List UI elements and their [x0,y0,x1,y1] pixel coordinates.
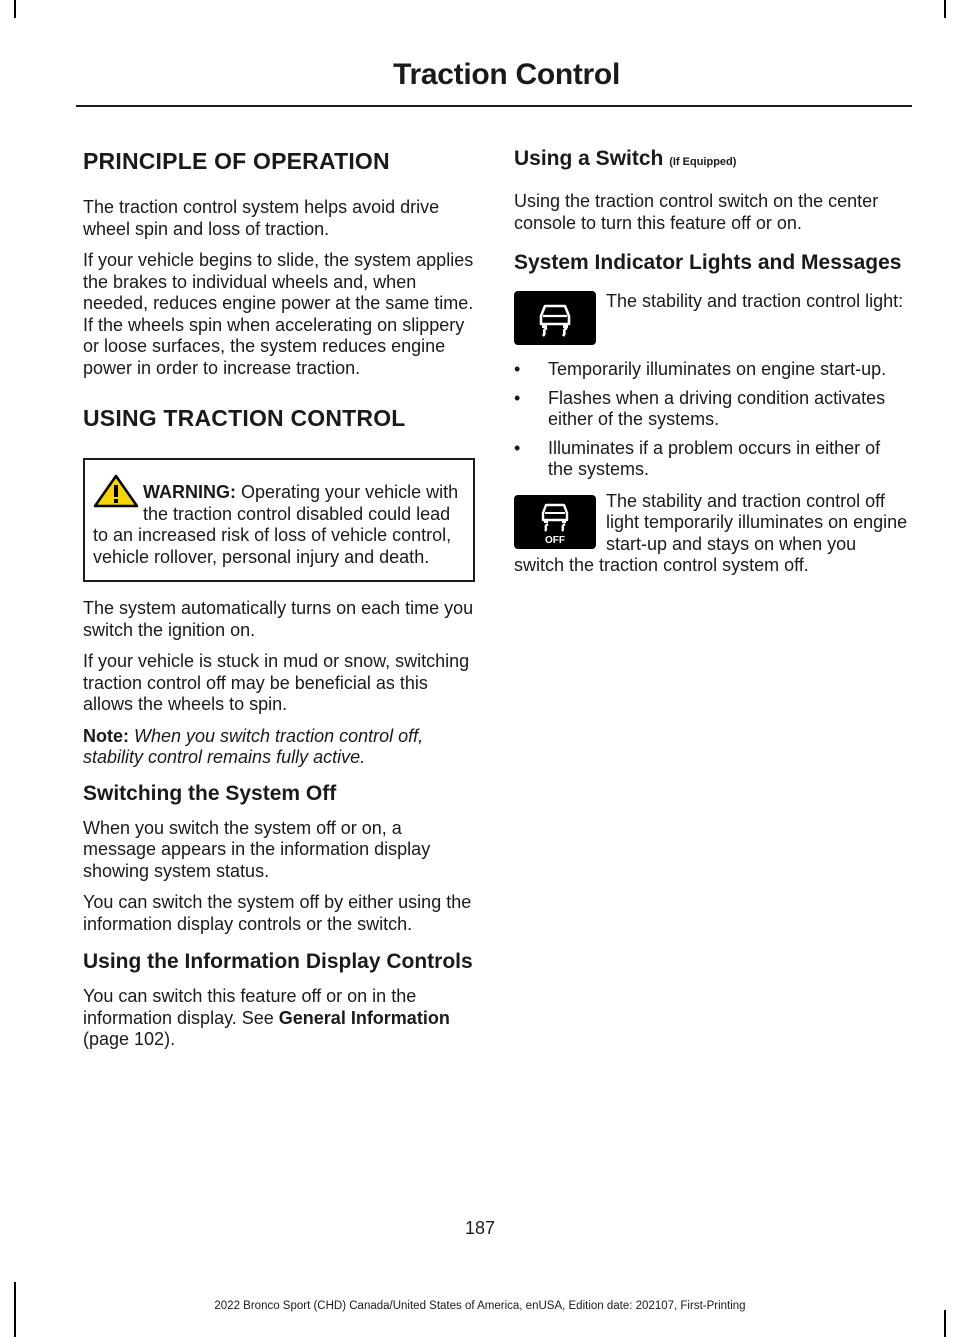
note-text: When you switch traction control off, stability control remains fully active. [83,725,424,767]
indicator-bullet-list [514,359,910,481]
bullet-glyph: • [514,437,521,458]
warning-label: WARNING: [143,482,236,502]
subheading-using-switch [514,148,910,173]
note [83,726,475,769]
paragraph: You can switch the system off by either using the information display controls or the switch. [83,892,472,934]
paragraph: The system automatically turns on each time you switch the ignition on. [83,598,474,640]
indicator-text: The stability and traction control light: [606,291,904,311]
if-equipped-label: (If Equipped) [669,156,737,168]
section-heading-principle: PRINCIPLE OF OPERATION [83,148,390,174]
warning-box [83,458,475,582]
header-rule [76,105,912,107]
indicator-text: The stability and traction control off light temporarily illuminates on engine start-up and stays on when you switch the traction control system off. [514,490,908,575]
warning-text: Operating your vehicle with the traction control disabled could lead to an increased risk of loss of vehicle control, vehicle rollover, personal injury and death. [93,482,459,567]
paragraph: Using the traction control switch on the center console to turn this feature off or on. [514,191,879,233]
subheading-info-display: Using the Information Display Controls [83,950,473,973]
paragraph: If your vehicle begins to slide, the system applies the brakes to individual wheels and, when needed, reduces engine power at the same time. If the wheels spin when accelerating on slippery or loose surfaces, the system reduces engine power in order to increase traction. [83,250,474,378]
bullet-glyph: • [514,387,521,408]
paragraph: If your vehicle is stuck in mud or snow, switching traction control off may be beneficial as this allows the wheels to spin. [83,651,470,714]
crop-mark [944,1310,946,1337]
list-item [514,438,910,481]
paragraph: When you switch the system off or on, a message appears in the information display showing system status. [83,817,431,881]
paragraph-text: (page 102). [83,1029,176,1049]
list-item [514,388,910,431]
section-heading-using: USING TRACTION CONTROL [83,405,406,431]
page-title: Traction Control [393,58,620,91]
indicator-stability-off [514,491,910,577]
subheading-text: Using a Switch [514,147,664,170]
paragraph [83,986,475,1051]
page-number: 187 [464,1218,496,1238]
stability-control-light-icon [514,291,596,345]
right-column [514,140,910,577]
paragraph: The traction control system helps avoid drive wheel spin and loss of traction. [83,197,440,239]
paragraph-text: You can switch this feature off or on in the information display. See [83,986,417,1028]
list-item-text: Temporarily illuminates on engine start-up. [548,359,887,379]
list-item [514,359,910,381]
off-badge: OFF [545,534,565,545]
indicator-stability [514,291,910,345]
crop-mark [944,0,946,18]
cross-reference-link[interactable]: General Information [278,1007,450,1028]
bullet-glyph: • [514,359,521,379]
list-item-text: Illuminates if a problem occurs in either of the systems. [548,437,881,479]
left-column [83,140,475,1061]
stability-control-off-light-icon [514,495,596,549]
warning-triangle-icon [93,474,139,508]
subheading-switching: Switching the System Off [83,781,337,805]
subheading-indicators: System Indicator Lights and Messages [514,251,902,274]
list-item-text: Flashes when a driving condition activates either of the systems. [548,387,886,429]
footer-edition: 2022 Bronco Sport (CHD) Canada/United States of America, enUSA, Edition date: 202107, First-Printing [214,1300,746,1312]
crop-mark [14,0,16,18]
note-label: Note: [83,725,129,746]
